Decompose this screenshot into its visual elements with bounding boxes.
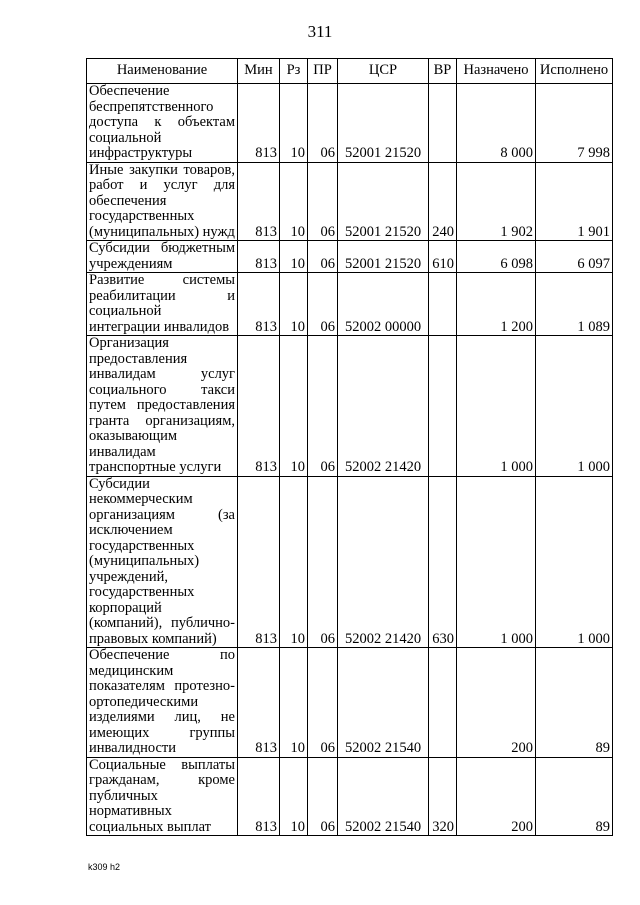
page-number: 311 bbox=[307, 22, 333, 41]
row-name: Субсидии бюджетным учреждениям bbox=[87, 241, 238, 273]
table-row bbox=[87, 84, 613, 163]
row-pr: 06 bbox=[308, 273, 338, 336]
row-pr: 06 bbox=[308, 241, 338, 273]
row-assigned: 200 bbox=[457, 757, 536, 836]
header-vr: ВР bbox=[429, 59, 457, 84]
row-min: 813 bbox=[238, 757, 280, 836]
row-pr: 06 bbox=[308, 476, 338, 648]
row-assigned: 8 000 bbox=[457, 84, 536, 163]
row-name: Иные закупки товаров, работ и услуг для обеспечения государственных (муниципальных) нужд bbox=[87, 162, 238, 241]
header-rz: Рз bbox=[280, 59, 308, 84]
row-csr: 52002 21540 bbox=[338, 648, 429, 758]
row-assigned: 1 902 bbox=[457, 162, 536, 241]
row-assigned: 1 000 bbox=[457, 336, 536, 477]
row-min: 813 bbox=[238, 476, 280, 648]
row-executed: 6 097 bbox=[536, 241, 613, 273]
row-csr: 52002 21420 bbox=[338, 476, 429, 648]
row-name: Обеспечение беспрепятственного доступа к объектам социальной инфраструктуры bbox=[87, 84, 238, 163]
row-vr bbox=[429, 273, 457, 336]
row-vr bbox=[429, 336, 457, 477]
row-vr: 630 bbox=[429, 476, 457, 648]
row-vr: 610 bbox=[429, 241, 457, 273]
row-csr: 52001 21520 bbox=[338, 162, 429, 241]
row-rz: 10 bbox=[280, 336, 308, 477]
row-name: Развитие системы реабилитации и социальной интеграции инвалидов bbox=[87, 273, 238, 336]
row-name: Социальные выплаты гражданам, кроме публичных нормативных социальных выплат bbox=[87, 757, 238, 836]
row-min: 813 bbox=[238, 162, 280, 241]
row-vr: 320 bbox=[429, 757, 457, 836]
header-executed: Исполнено bbox=[536, 59, 613, 84]
row-executed: 7 998 bbox=[536, 84, 613, 163]
row-assigned: 6 098 bbox=[457, 241, 536, 273]
row-name: Субсидии некоммерческим организациям (за исключением государственных (муниципальных) учреждений, государственных корпораций (компаний), публично-правовых компаний) bbox=[87, 476, 238, 648]
header-assigned: Назначено bbox=[457, 59, 536, 84]
table-row bbox=[87, 241, 613, 273]
row-rz: 10 bbox=[280, 648, 308, 758]
row-csr: 52001 21520 bbox=[338, 84, 429, 163]
row-name: Организация предоставления инвалидам услуг социального такси путем предоставления гранта организациям, оказывающим инвалидам транспортные услуги bbox=[87, 336, 238, 477]
row-rz: 10 bbox=[280, 241, 308, 273]
table-row bbox=[87, 476, 613, 648]
row-csr: 52002 00000 bbox=[338, 273, 429, 336]
row-pr: 06 bbox=[308, 84, 338, 163]
row-vr bbox=[429, 84, 457, 163]
row-min: 813 bbox=[238, 273, 280, 336]
row-csr: 52001 21520 bbox=[338, 241, 429, 273]
row-executed: 1 901 bbox=[536, 162, 613, 241]
header-name: Наименование bbox=[87, 59, 238, 84]
row-min: 813 bbox=[238, 241, 280, 273]
table-row bbox=[87, 757, 613, 836]
footer-code: k309 h2 bbox=[88, 862, 121, 872]
row-executed: 89 bbox=[536, 757, 613, 836]
row-min: 813 bbox=[238, 84, 280, 163]
row-executed: 1 000 bbox=[536, 336, 613, 477]
row-pr: 06 bbox=[308, 648, 338, 758]
row-rz: 10 bbox=[280, 273, 308, 336]
header-pr: ПР bbox=[308, 59, 338, 84]
row-executed: 89 bbox=[536, 648, 613, 758]
budget-table bbox=[86, 58, 613, 836]
row-executed: 1 089 bbox=[536, 273, 613, 336]
row-assigned: 1 000 bbox=[457, 476, 536, 648]
row-vr bbox=[429, 648, 457, 758]
row-min: 813 bbox=[238, 648, 280, 758]
row-assigned: 1 200 bbox=[457, 273, 536, 336]
row-pr: 06 bbox=[308, 162, 338, 241]
row-rz: 10 bbox=[280, 84, 308, 163]
row-vr: 240 bbox=[429, 162, 457, 241]
table-row bbox=[87, 162, 613, 241]
row-csr: 52002 21420 bbox=[338, 336, 429, 477]
row-rz: 10 bbox=[280, 162, 308, 241]
row-csr: 52002 21540 bbox=[338, 757, 429, 836]
row-rz: 10 bbox=[280, 757, 308, 836]
row-min: 813 bbox=[238, 336, 280, 477]
row-pr: 06 bbox=[308, 757, 338, 836]
row-name: Обеспечение по медицинским показателям протезно-ортопедическими изделиями лиц, не имеющих группы инвалидности bbox=[87, 648, 238, 758]
row-rz: 10 bbox=[280, 476, 308, 648]
header-row bbox=[87, 59, 613, 84]
header-csr: ЦСР bbox=[338, 59, 429, 84]
row-assigned: 200 bbox=[457, 648, 536, 758]
row-pr: 06 bbox=[308, 336, 338, 477]
header-min: Мин bbox=[238, 59, 280, 84]
table-row bbox=[87, 648, 613, 758]
table-row bbox=[87, 336, 613, 477]
table-row bbox=[87, 273, 613, 336]
row-executed: 1 000 bbox=[536, 476, 613, 648]
